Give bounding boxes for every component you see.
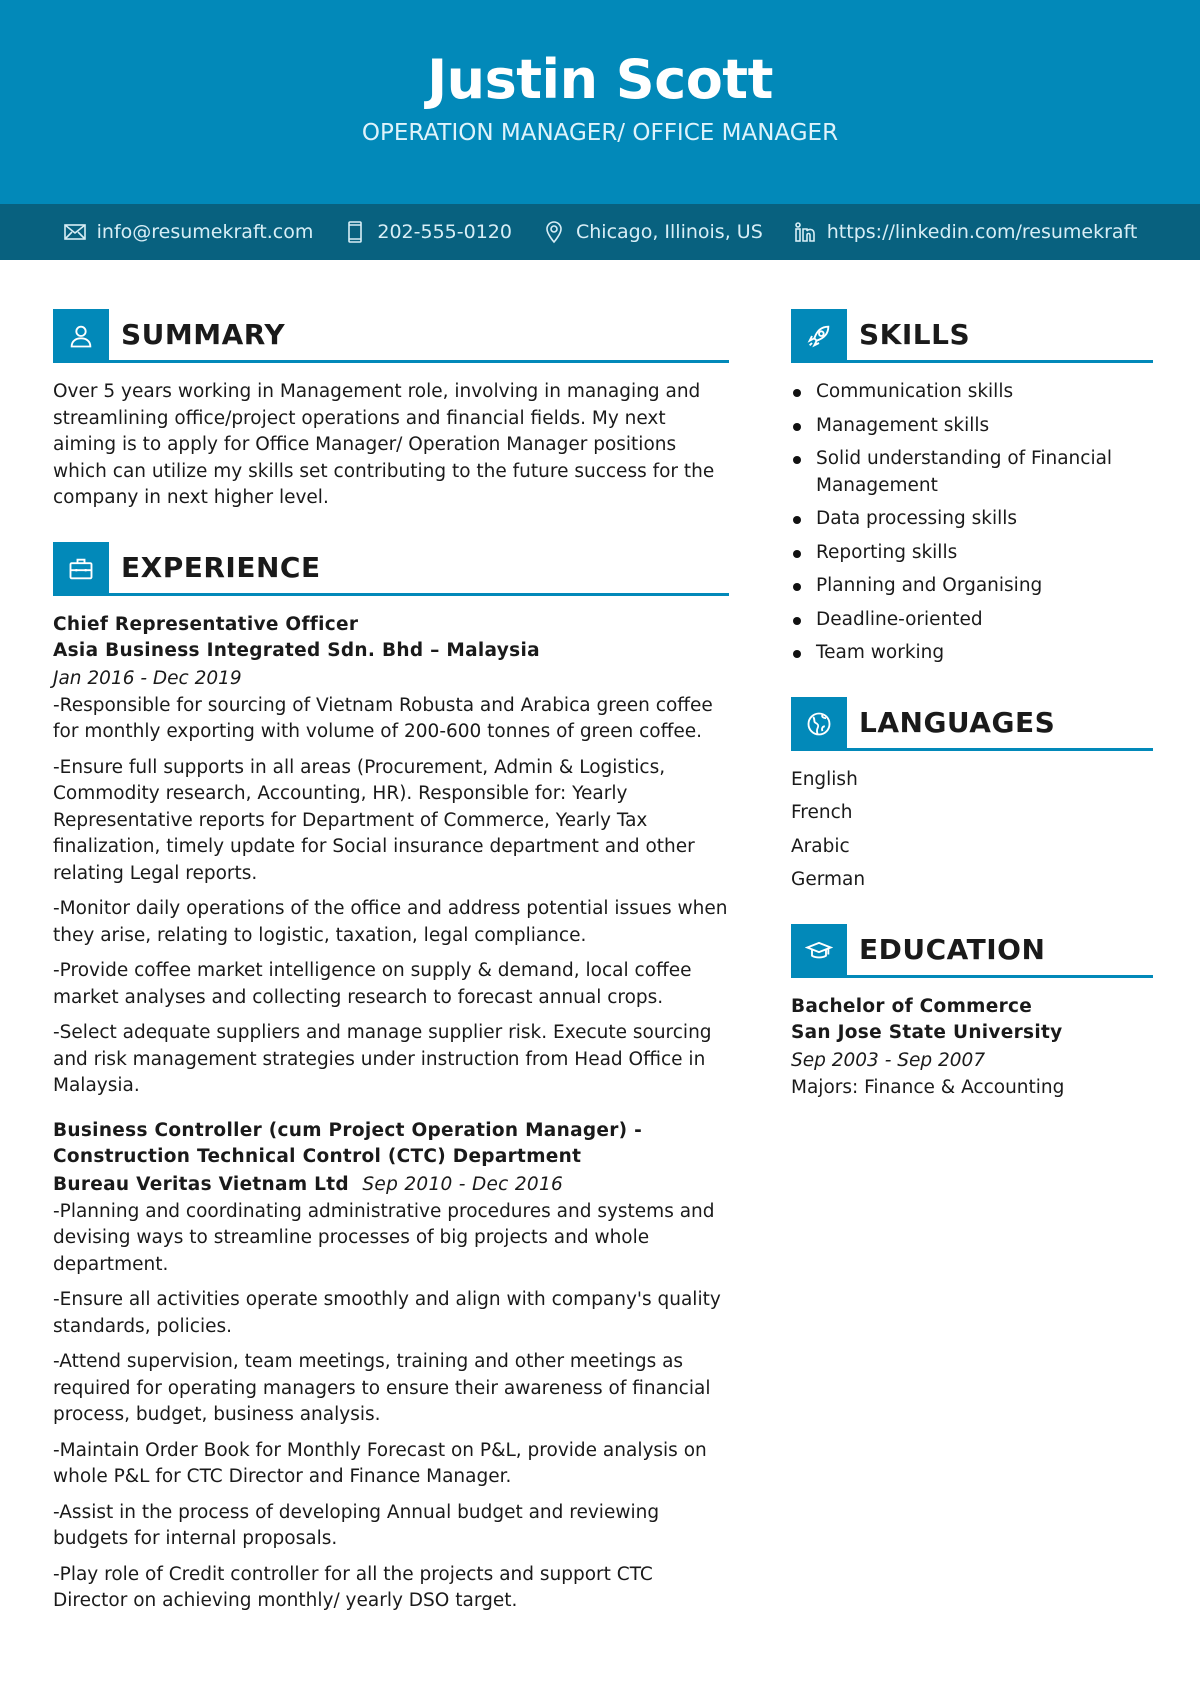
job-bullet: -Assist in the process of developing Annual budget and reviewing budgets for internal proposals. bbox=[53, 1501, 660, 1549]
contact-bar bbox=[0, 204, 1200, 260]
languages-section bbox=[791, 697, 1153, 894]
job-bullet: -Planning and coordinating administrative procedures and systems and devising ways to streamline processes of big projects and whole department. bbox=[53, 1200, 715, 1275]
contact-email[interactable]: info@resumekraft.com bbox=[63, 220, 314, 244]
job-bullet: -Select adequate suppliers and manage supplier risk. Execute sourcing and risk management strategies under instruction from Head Office in Malaysia. bbox=[53, 1022, 712, 1096]
language-item: German bbox=[791, 869, 866, 890]
summary-heading: SUMMARY bbox=[121, 318, 286, 351]
degree: Bachelor of Commerce bbox=[791, 995, 1033, 1017]
job-entry bbox=[53, 1118, 729, 1615]
job-dates: Sep 2010 - Dec 2016 bbox=[362, 1173, 564, 1195]
left-column bbox=[53, 309, 729, 1645]
map-pin-icon bbox=[542, 220, 566, 244]
languages-heading: LANGUAGES bbox=[859, 705, 1056, 739]
contact-location: Chicago, Illinois, US bbox=[542, 220, 763, 244]
school: San Jose State University bbox=[791, 1022, 1063, 1043]
briefcase-icon bbox=[67, 555, 95, 583]
skill-item: Data processing skills bbox=[791, 506, 1153, 533]
education-heading-bar bbox=[791, 924, 1153, 978]
contact-phone[interactable]: 202-555-0120 bbox=[343, 220, 512, 244]
linkedin-icon bbox=[793, 220, 817, 244]
job-entry bbox=[53, 612, 729, 1100]
job-company: Asia Business Integrated Sdn. Bhd – Malaysia bbox=[53, 640, 540, 661]
job-dates: Jan 2016 - Dec 2019 bbox=[53, 667, 242, 689]
job-bullet: -Ensure all activities operate smoothly and align with company's quality standards, policies. bbox=[53, 1289, 721, 1337]
rocket-icon bbox=[805, 322, 833, 350]
job-title: Chief Representative Officer bbox=[53, 613, 359, 635]
experience-section bbox=[53, 542, 729, 1615]
experience-heading-bar bbox=[53, 542, 729, 596]
job-bullet: -Responsible for sourcing of Vietnam Robusta and Arabica green coffee for monthly exporting with volume of 200-600 tonnes of green coffee. bbox=[53, 694, 713, 742]
language-item: French bbox=[791, 802, 853, 823]
job-company-line bbox=[53, 1171, 729, 1199]
icon-box bbox=[791, 309, 847, 363]
candidate-name: Justin Scott bbox=[427, 48, 773, 111]
job-bullet: -Monitor daily operations of the office and address potential issues when they arise, relating to logistic, taxation, legal compliance. bbox=[53, 898, 728, 946]
experience-heading: EXPERIENCE bbox=[121, 550, 321, 584]
summary-section bbox=[53, 309, 729, 512]
job-bullet: -Maintain Order Book for Monthly Forecast on P&L, provide analysis on whole P&L for CTC Director and Finance Manager. bbox=[53, 1439, 707, 1487]
skill-item: Deadline-oriented bbox=[791, 607, 1153, 634]
job-bullet: -Play role of Credit controller for all the projects and support CTC Director on achieving monthly/ yearly DSO target. bbox=[53, 1563, 653, 1611]
job-title: Business Controller (cum Project Operation Manager) - Construction Technical Control (CTC) Department bbox=[53, 1119, 643, 1167]
majors: Majors: Finance & Accounting bbox=[791, 1076, 1065, 1098]
graduation-cap-icon bbox=[805, 937, 833, 965]
language-item: Arabic bbox=[791, 835, 850, 857]
job-company: Bureau Veritas Vietnam Ltd bbox=[53, 1173, 349, 1195]
job-bullet: -Attend supervision, team meetings, training and other meetings as required for operating managers to ensure their awareness of financial process, budget, business analysis. bbox=[53, 1351, 711, 1425]
resume-header bbox=[0, 0, 1200, 204]
globe-icon bbox=[805, 710, 833, 738]
right-column bbox=[791, 309, 1153, 1131]
skill-item: Reporting skills bbox=[791, 540, 1153, 567]
skill-item: Solid understanding of Financial Management bbox=[791, 446, 1153, 499]
language-item: English bbox=[791, 768, 858, 790]
summary-text: Over 5 years working in Management role, involving in managing and streamlining office/project operations and financial fields. My next aiming is to apply for Office Manager/ Operation Manager positions which can utilize my skills set contributing to the future success for the company in next higher level. bbox=[53, 381, 715, 508]
job-bullet: -Ensure full supports in all areas (Procurement, Admin & Logistics, Commodity research, Accounting, HR). Responsible for: Yearly Representative reports for Department of Commerce, Yearly Tax finalization, timely update for Social insurance department and other relating Legal reports. bbox=[53, 756, 695, 884]
skill-item: Planning and Organising bbox=[791, 573, 1153, 600]
education-section bbox=[791, 924, 1153, 1102]
user-icon bbox=[67, 322, 95, 350]
summary-heading-bar bbox=[53, 309, 729, 363]
icon-box bbox=[791, 697, 847, 751]
icon-box bbox=[791, 924, 847, 978]
contact-linkedin[interactable]: https://linkedin.com/resumekraft bbox=[793, 220, 1138, 244]
envelope-icon bbox=[63, 220, 87, 244]
phone-icon bbox=[343, 220, 367, 244]
education-dates: Sep 2003 - Sep 2007 bbox=[791, 1049, 986, 1071]
skill-item: Communication skills bbox=[791, 379, 1153, 406]
skills-section bbox=[791, 309, 1153, 667]
skills-heading-bar bbox=[791, 309, 1153, 363]
candidate-title: OPERATION MANAGER/ OFFICE MANAGER bbox=[361, 120, 839, 146]
job-bullet: -Provide coffee market intelligence on supply & demand, local coffee market analyses and collecting research to forecast annual crops. bbox=[53, 960, 692, 1008]
languages-heading-bar bbox=[791, 697, 1153, 751]
icon-box bbox=[53, 542, 109, 596]
education-heading: EDUCATION bbox=[859, 932, 1046, 966]
skill-item: Team working bbox=[791, 640, 1153, 667]
skills-list bbox=[791, 379, 1153, 667]
skills-heading: SKILLS bbox=[859, 318, 971, 351]
icon-box bbox=[53, 309, 109, 363]
skill-item: Management skills bbox=[791, 413, 1153, 440]
